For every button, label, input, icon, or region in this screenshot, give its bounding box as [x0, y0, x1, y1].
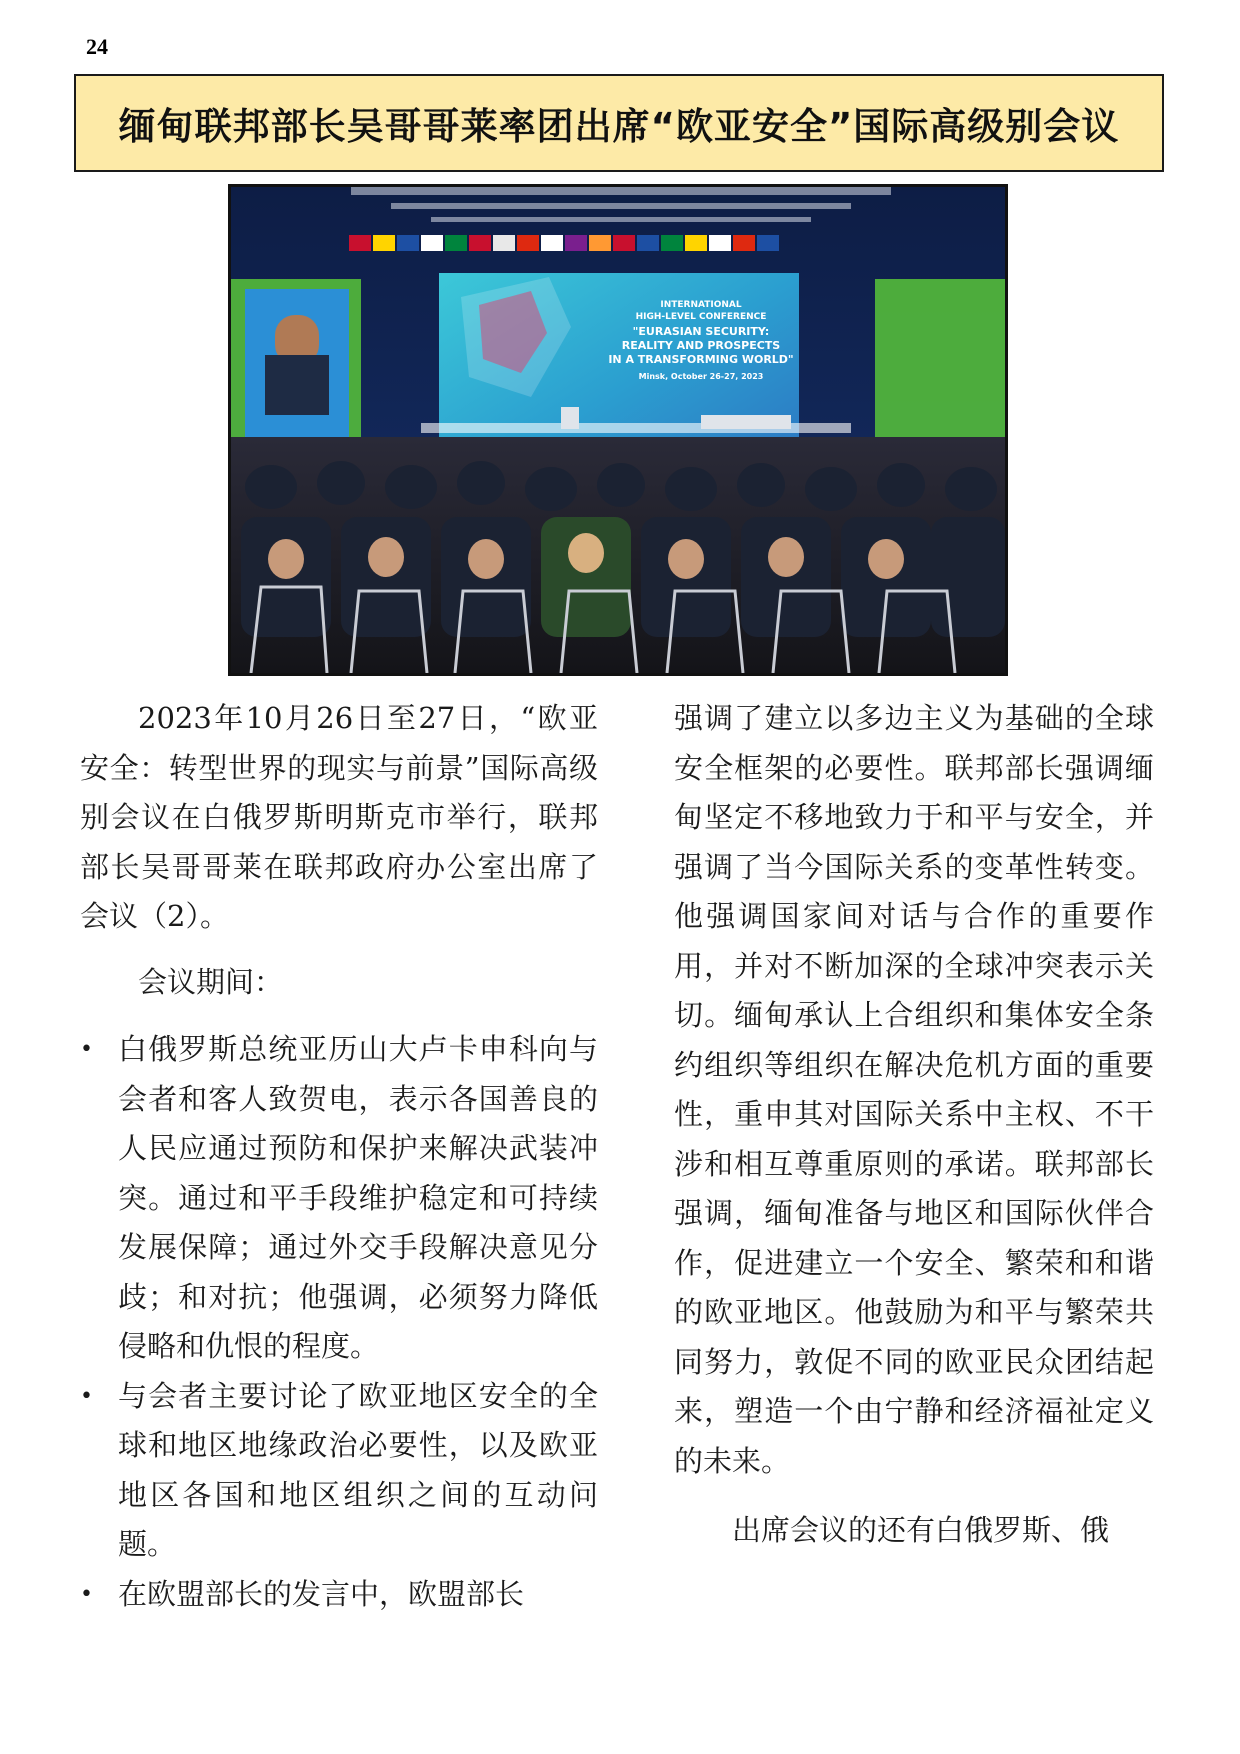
- conference-photo: [228, 184, 1008, 676]
- list-item: • 白俄罗斯总统亚历山大卢卡申科向与会者和客人致贺电，表示各国善良的人民应通过预防和保护来解决武装冲突。通过和平手段维护稳定和可持续发展保障；通过外交手段解决意见分歧；和对抗；他强调，必须努力降低侵略和仇恨的程度。: [80, 1025, 598, 1372]
- screen-line-3: "EURASIAN SECURITY:: [632, 325, 770, 338]
- right-paragraph: 强调了建立以多边主义为基础的全球安全框架的必要性。联邦部长强调缅甸坚定不移地致力于和平与安全，并强调了当今国际关系的变革性转变。他强调国家间对话与合作的重要作用，并对不断加深的全球冲突表示关切。缅甸承认上合组织和集体安全条约组织等组织在解决危机方面的重要性，重申其对国际关系中主权、不干涉和相互尊重原则的承诺。联邦部长强调，缅甸准备与地区和国际伙伴合作，促进建立一个安全、繁荣和和谐的欧亚地区。他鼓励为和平与繁荣共同努力，敦促不同的欧亚民众团结起来，塑造一个由宁静和经济福祉定义的未来。: [674, 701, 1154, 1478]
- intro-paragraph: 2023年10月26日至27日，“欧亚安全：转型世界的现实与前景”国际高级别会议在白俄罗斯明斯克市举行，联邦部长吴哥哥莱在联邦政府办公室出席了会议（2）。: [80, 701, 598, 933]
- screen-line-5: IN A TRANSFORMING WORLD": [608, 353, 794, 366]
- page-title: 缅甸联邦部长吴哥哥莱率团出席“欧亚安全”国际高级别会议: [118, 105, 1120, 148]
- during-label: 会议期间：: [138, 964, 284, 999]
- title-banner: [74, 74, 1164, 172]
- page-number: 24: [86, 34, 108, 59]
- article-left-column: [80, 694, 598, 1619]
- screen-line-2: HIGH-LEVEL CONFERENCE: [635, 312, 767, 322]
- screen-line-4: REALITY AND PROSPECTS: [621, 339, 781, 352]
- closing-paragraph: 出席会议的还有白俄罗斯、俄: [732, 1513, 1110, 1547]
- list-item: • 在欧盟部长的发言中，欧盟部长: [80, 1570, 598, 1620]
- screen-line-1: INTERNATIONAL: [660, 300, 742, 310]
- bullet-list: [80, 1025, 598, 1619]
- list-item: • 与会者主要讨论了欧亚地区安全的全球和地区地缘政治必要性，以及欧亚地区各国和地区组织之间的互动问题。: [80, 1372, 598, 1570]
- screen-line-6: Minsk, October 26-27, 2023: [638, 372, 764, 381]
- article-right-column: [674, 694, 1154, 1556]
